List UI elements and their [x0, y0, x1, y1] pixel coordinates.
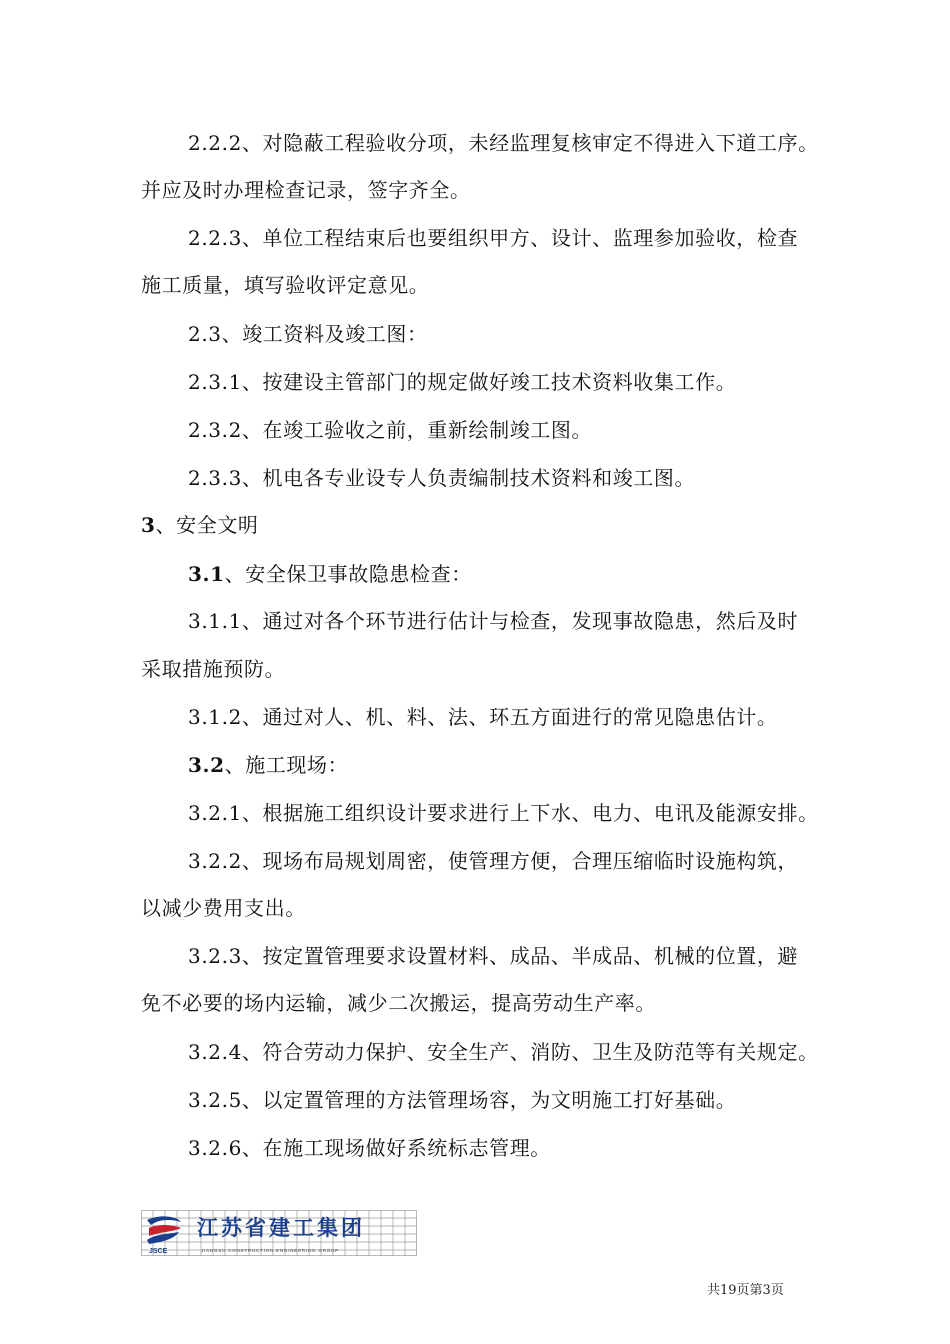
- section-number: 3: [141, 513, 156, 537]
- line-text: 2.3.3、机电各专业设专人负责编制技术资料和竣工图。: [188, 466, 696, 490]
- line-text: 2.2.3、单位工程结束后也要组织甲方、设计、监理参加验收，检查: [188, 226, 799, 250]
- section-number: 3.2: [188, 753, 225, 777]
- section-number: 3.1: [188, 562, 225, 586]
- line-text: 3.2.3、按定置管理要求设置材料、成品、半成品、机械的位置，避: [188, 944, 799, 968]
- line-text: 并应及时办理检查记录，签字齐全。: [141, 178, 471, 202]
- section-heading: [188, 561, 908, 587]
- line-text: 2.3.2、在竣工验收之前，重新绘制竣工图。: [188, 418, 593, 442]
- line-text: 3.1.1、通过对各个环节进行估计与检查，发现事故隐患，然后及时: [188, 609, 799, 633]
- paragraph-line: [188, 800, 908, 826]
- section-heading: [188, 321, 908, 347]
- line-text: 2.3.1、按建设主管部门的规定做好竣工技术资料收集工作。: [188, 370, 737, 394]
- paragraph-line: [188, 369, 908, 395]
- paragraph-line: [188, 1135, 908, 1161]
- page-number: 共19页第3页: [707, 1283, 784, 1298]
- line-text: 3.2.2、现场布局规划周密，使管理方便，合理压缩临时设施构筑，: [188, 849, 799, 873]
- paragraph-line: [188, 1087, 908, 1113]
- paragraph-line: [141, 272, 861, 298]
- paragraph-line: [188, 465, 908, 491]
- paragraph-line: [141, 656, 861, 682]
- line-text: 2.3、竣工资料及竣工图：: [188, 322, 428, 346]
- svg-text:江苏省建工集团: 江苏省建工集团: [197, 1216, 365, 1240]
- section-title: 、施工现场：: [224, 753, 349, 777]
- line-text: 3.2.4、符合劳动力保护、安全生产、消防、卫生及防范等有关规定。: [188, 1040, 819, 1064]
- paragraph-line: [141, 177, 861, 203]
- line-text: 采取措施预防。: [141, 657, 286, 681]
- svg-text:JIANGSU CONSTRUCTION ENGINEERI: JIANGSU CONSTRUCTION ENGINEERING GROUP: [201, 1248, 339, 1253]
- line-text: 2.2.2、对隐蔽工程验收分项，未经监理复核审定不得进入下道工序。: [188, 131, 819, 155]
- svg-text:JSCE: JSCE: [149, 1248, 168, 1255]
- line-text: 3.1.2、通过对人、机、料、法、环五方面进行的常见隐患估计。: [188, 705, 778, 729]
- paragraph-line: [141, 990, 861, 1016]
- section-heading: [188, 752, 908, 778]
- company-logo: [141, 1210, 417, 1256]
- paragraph-line: [141, 895, 861, 921]
- paragraph-line: [188, 130, 908, 156]
- line-text: 3.2.5、以定置管理的方法管理场容，为文明施工打好基础。: [188, 1088, 737, 1112]
- paragraph-line: [188, 943, 908, 969]
- section-heading: [141, 512, 861, 538]
- paragraph-line: [188, 704, 908, 730]
- paragraph-line: [188, 608, 908, 634]
- line-text: 免不必要的场内运输，减少二次搬运，提高劳动生产率。: [141, 991, 656, 1015]
- section-title: 、安全文明: [155, 513, 259, 537]
- emblem-icon: [147, 1216, 181, 1255]
- line-text: 3.2.1、根据施工组织设计要求进行上下水、电力、电讯及能源安排。: [188, 801, 819, 825]
- line-text: 施工质量，填写验收评定意见。: [141, 273, 430, 297]
- paragraph-line: [188, 848, 908, 874]
- company-logo-graphic: [141, 1210, 417, 1256]
- paragraph-line: [188, 417, 908, 443]
- paragraph-line: [188, 1039, 908, 1065]
- line-text: 3.2.6、在施工现场做好系统标志管理。: [188, 1136, 551, 1160]
- paragraph-line: [188, 225, 908, 251]
- line-text: 以减少费用支出。: [141, 896, 306, 920]
- section-title: 、安全保卫事故隐患检查：: [224, 562, 472, 586]
